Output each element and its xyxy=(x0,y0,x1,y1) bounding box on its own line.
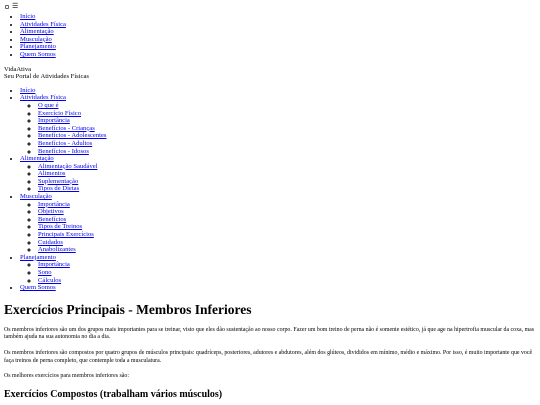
nav-sub-alimentacao-saudavel[interactable]: Alimentação Saudável xyxy=(38,162,98,170)
intro-paragraph: Os membros inferiores são um dos grupos mais importantes para se treinar, visto que eles dão sustentação ao nosso corpo. Fazer um bom treino de perna não é somente estético, já que age na hipertrofia muscular da coxa, mas também ajuda na sua autonomia no dia a dia. xyxy=(4,326,535,341)
nav-sub-importancia-musculacao[interactable]: Importância xyxy=(38,200,70,208)
topbar xyxy=(4,3,536,11)
nav-sub-objetivos[interactable]: Objetivos xyxy=(38,208,64,216)
brand xyxy=(4,66,536,81)
nav-sub-exercicio-fisico[interactable]: Exercício Físico xyxy=(38,109,82,117)
nav-sub-tipos-de-dietas[interactable]: Tipos de Dietas xyxy=(38,185,80,193)
nav-atividades-fisica[interactable]: Atividades Física xyxy=(20,94,66,102)
submenu-atividades-fisica xyxy=(20,102,536,155)
nav-musculacao[interactable]: Musculação xyxy=(20,193,52,201)
brand-name: VidaAtiva xyxy=(4,65,32,73)
main-nav xyxy=(4,87,536,292)
nav-sub-tipos-de-treinos[interactable]: Tipos de Treinos xyxy=(38,223,83,231)
brand-tagline: Seu Portal de Atividades Físicas xyxy=(4,73,89,81)
top-menu xyxy=(4,13,536,59)
muscle-groups-paragraph: Os membros inferiores são compostos por quatro grupos de músculos principais: quadríceps, posteriores, adutores e abdutores, além dos glúteos, divididos em mínimo, médio e máximo. Por isso, é muito importante que você faça treinos de perna completo, que contemple toda a musculatura. xyxy=(4,349,533,364)
top-menu-inicio[interactable]: Início xyxy=(20,13,36,20)
nav-sub-calculos[interactable]: Cálculos xyxy=(38,276,62,284)
nav-sub-o-que-e[interactable]: O que é xyxy=(38,101,59,109)
nav-sub-suplementacao[interactable]: Suplementação xyxy=(38,177,79,185)
page-title: Exercícios Principais - Membros Inferiores xyxy=(4,301,252,317)
nav-sub-beneficios-idosos[interactable]: Benefícios - Idosos xyxy=(38,147,89,155)
best-exercises-paragraph: Os melhores exercícios para membros inferiores são: xyxy=(4,373,129,380)
nav-sub-beneficios-adultos[interactable]: Benefícios - Adultos xyxy=(38,139,93,147)
nav-sub-importancia-planejamento[interactable]: Importância xyxy=(38,261,70,269)
nav-sub-cuidados[interactable]: Cuidados xyxy=(38,238,63,246)
nav-inicio[interactable]: Início xyxy=(20,86,36,94)
top-menu-musculacao[interactable]: Musculação xyxy=(20,35,52,43)
nav-sub-beneficios-criancas[interactable]: Benefícios - Crianças xyxy=(38,124,95,132)
nav-sub-importancia[interactable]: Importância xyxy=(38,117,70,125)
nav-sub-beneficios-adolescentes[interactable]: Benefícios - Adolescentes xyxy=(38,132,107,140)
nav-sub-alimentos[interactable]: Alimentos xyxy=(38,170,66,178)
top-menu-planejamento[interactable]: Planejamento xyxy=(20,43,56,51)
submenu-alimentacao xyxy=(20,163,536,193)
nav-sub-principais-exercicios[interactable]: Principais Exercícios xyxy=(38,231,94,239)
nav-sub-anabolizantes[interactable]: Anabolizantes xyxy=(38,246,76,254)
menu-toggle-checkbox[interactable] xyxy=(5,5,9,9)
nav-sub-sono[interactable]: Sono xyxy=(38,269,52,276)
submenu-planejamento xyxy=(20,261,536,284)
nav-alimentacao[interactable]: Alimentação xyxy=(20,155,54,163)
top-menu-quem-somos[interactable]: Quem Somos xyxy=(20,50,56,58)
hamburger-menu-icon[interactable]: ☰ xyxy=(12,2,19,11)
section-heading-compound: Exercícios Compostos (trabalham vários músculos) xyxy=(4,388,223,400)
nav-sub-beneficios[interactable]: Benefícios xyxy=(38,215,67,223)
top-menu-alimentacao[interactable]: Alimentação xyxy=(20,28,54,36)
submenu-musculacao xyxy=(20,201,536,254)
nav-planejamento[interactable]: Planejamento xyxy=(20,253,56,261)
top-menu-atividades-fisica[interactable]: Atividades Física xyxy=(20,20,66,28)
nav-quem-somos[interactable]: Quem Somos xyxy=(20,284,56,292)
